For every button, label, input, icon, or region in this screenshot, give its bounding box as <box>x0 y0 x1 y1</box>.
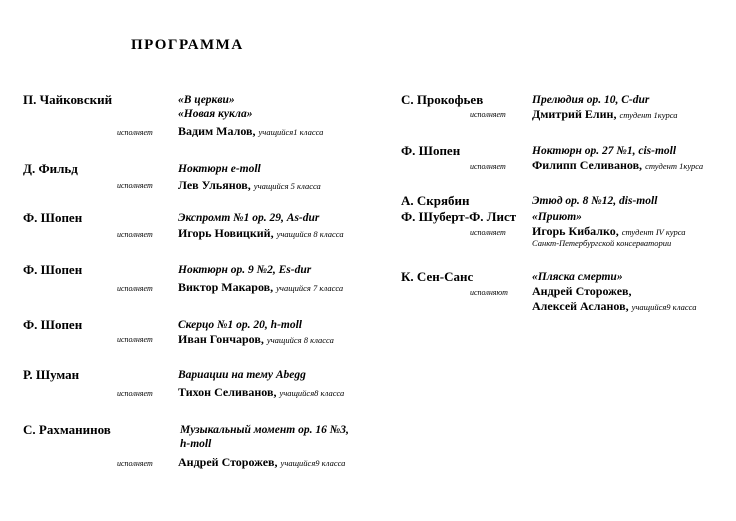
composer-name: Ф. Шуберт-Ф. Лист <box>401 209 517 224</box>
performer-note: учащийся1 класса <box>258 127 324 137</box>
performer-note: учащийся9 класса <box>280 458 346 468</box>
performer: Виктор Макаров, учащийся 7 класса <box>178 280 344 294</box>
composer-name: Ф. Шопен <box>23 317 83 332</box>
composer-name: К. Сен-Санс <box>401 269 474 284</box>
piece-title: Этюд ор. 8 №12, dis-moll <box>532 195 658 207</box>
performs-label: исполняет <box>117 181 153 190</box>
performer-note: студент 1курса <box>619 110 678 120</box>
performer-note: учащийся 5 класса <box>253 181 321 191</box>
performer: Лев Ульянов, учащийся 5 класса <box>178 178 321 192</box>
performs-label: исполняет <box>470 162 506 171</box>
performs-label: исполняет <box>117 335 153 344</box>
performs-label: исполняет <box>117 459 153 468</box>
performs-label: исполняет <box>117 284 153 293</box>
performer: Андрей Сторожев, учащийся9 класса <box>178 455 346 469</box>
performer-note: студент IV курса <box>621 227 686 237</box>
performer: Иван Гончаров, учащийся 8 класса <box>178 332 334 346</box>
composer-name: С. Рахманинов <box>23 422 111 437</box>
performs-label: исполняет <box>117 389 153 398</box>
piece-title: Вариации на тему Abegg <box>178 369 306 381</box>
piece-title: Ноктюрн ор. 9 №2, Es-dur <box>178 264 312 276</box>
performs-label: исполняют <box>470 288 508 297</box>
piece-title: «Приют» <box>532 211 582 223</box>
performer-note: учащийся8 класса <box>279 388 345 398</box>
performer: Дмитрий Елин, студент 1курса <box>532 107 678 121</box>
performer-note: учащийся 8 класса <box>266 335 334 345</box>
composer-name: С. Прокофьев <box>401 92 484 107</box>
piece-title: Ноктюрн ор. 27 №1, cis-moll <box>532 145 677 157</box>
piece-title: h-moll <box>180 438 212 450</box>
performs-label: исполняет <box>117 128 153 137</box>
piece-title: «Пляска смерти» <box>532 271 623 283</box>
performer: Игорь Кибалко, студент IV курса <box>532 224 686 238</box>
composer-name: А. Скрябин <box>401 193 470 208</box>
page-title: ПРОГРАММА <box>131 37 244 53</box>
composer-name: Д. Фильд <box>23 161 78 176</box>
composer-name: П. Чайковский <box>23 92 113 107</box>
composer-name: Р. Шуман <box>23 367 80 382</box>
performer: Филипп Селиванов, студент 1курса <box>532 158 704 172</box>
performer-note: студент 1курса <box>645 161 704 171</box>
performer: Вадим Малов, учащийся1 класса <box>178 124 324 138</box>
piece-title: Прелюдия ор. 10, C-dur <box>532 94 650 106</box>
performer: Андрей Сторожев, <box>532 284 632 298</box>
piece-title: Экспромт №1 ор. 29, As-dur <box>178 212 320 224</box>
piece-title: Музыкальный момент ор. 16 №3, <box>180 424 349 436</box>
composer-name: Ф. Шопен <box>23 210 83 225</box>
performs-label: исполняет <box>117 230 153 239</box>
performer: Игорь Новицкий, учащийся 8 класса <box>178 226 344 240</box>
piece-title: Скерцо №1 ор. 20, h-moll <box>178 319 302 331</box>
piece-title: «В церкви» <box>178 94 235 106</box>
performs-label: исполняет <box>470 110 506 119</box>
piece-title: «Новая кукла» <box>178 108 253 120</box>
piece-title: Ноктюрн e-moll <box>178 163 261 175</box>
performs-label: исполняет <box>470 228 506 237</box>
performer-note: учащийся 8 класса <box>276 229 344 239</box>
performer-note: Санкт-Петербургской консерватории <box>532 238 672 248</box>
performer: Тихон Селиванов, учащийся8 класса <box>178 385 345 399</box>
composer-name: Ф. Шопен <box>401 143 461 158</box>
performer-note: учащийся9 класса <box>631 302 697 312</box>
performer: Алексей Асланов, учащийся9 класса <box>532 299 697 313</box>
composer-name: Ф. Шопен <box>23 262 83 277</box>
performer-note: учащийся 7 класса <box>276 283 344 293</box>
